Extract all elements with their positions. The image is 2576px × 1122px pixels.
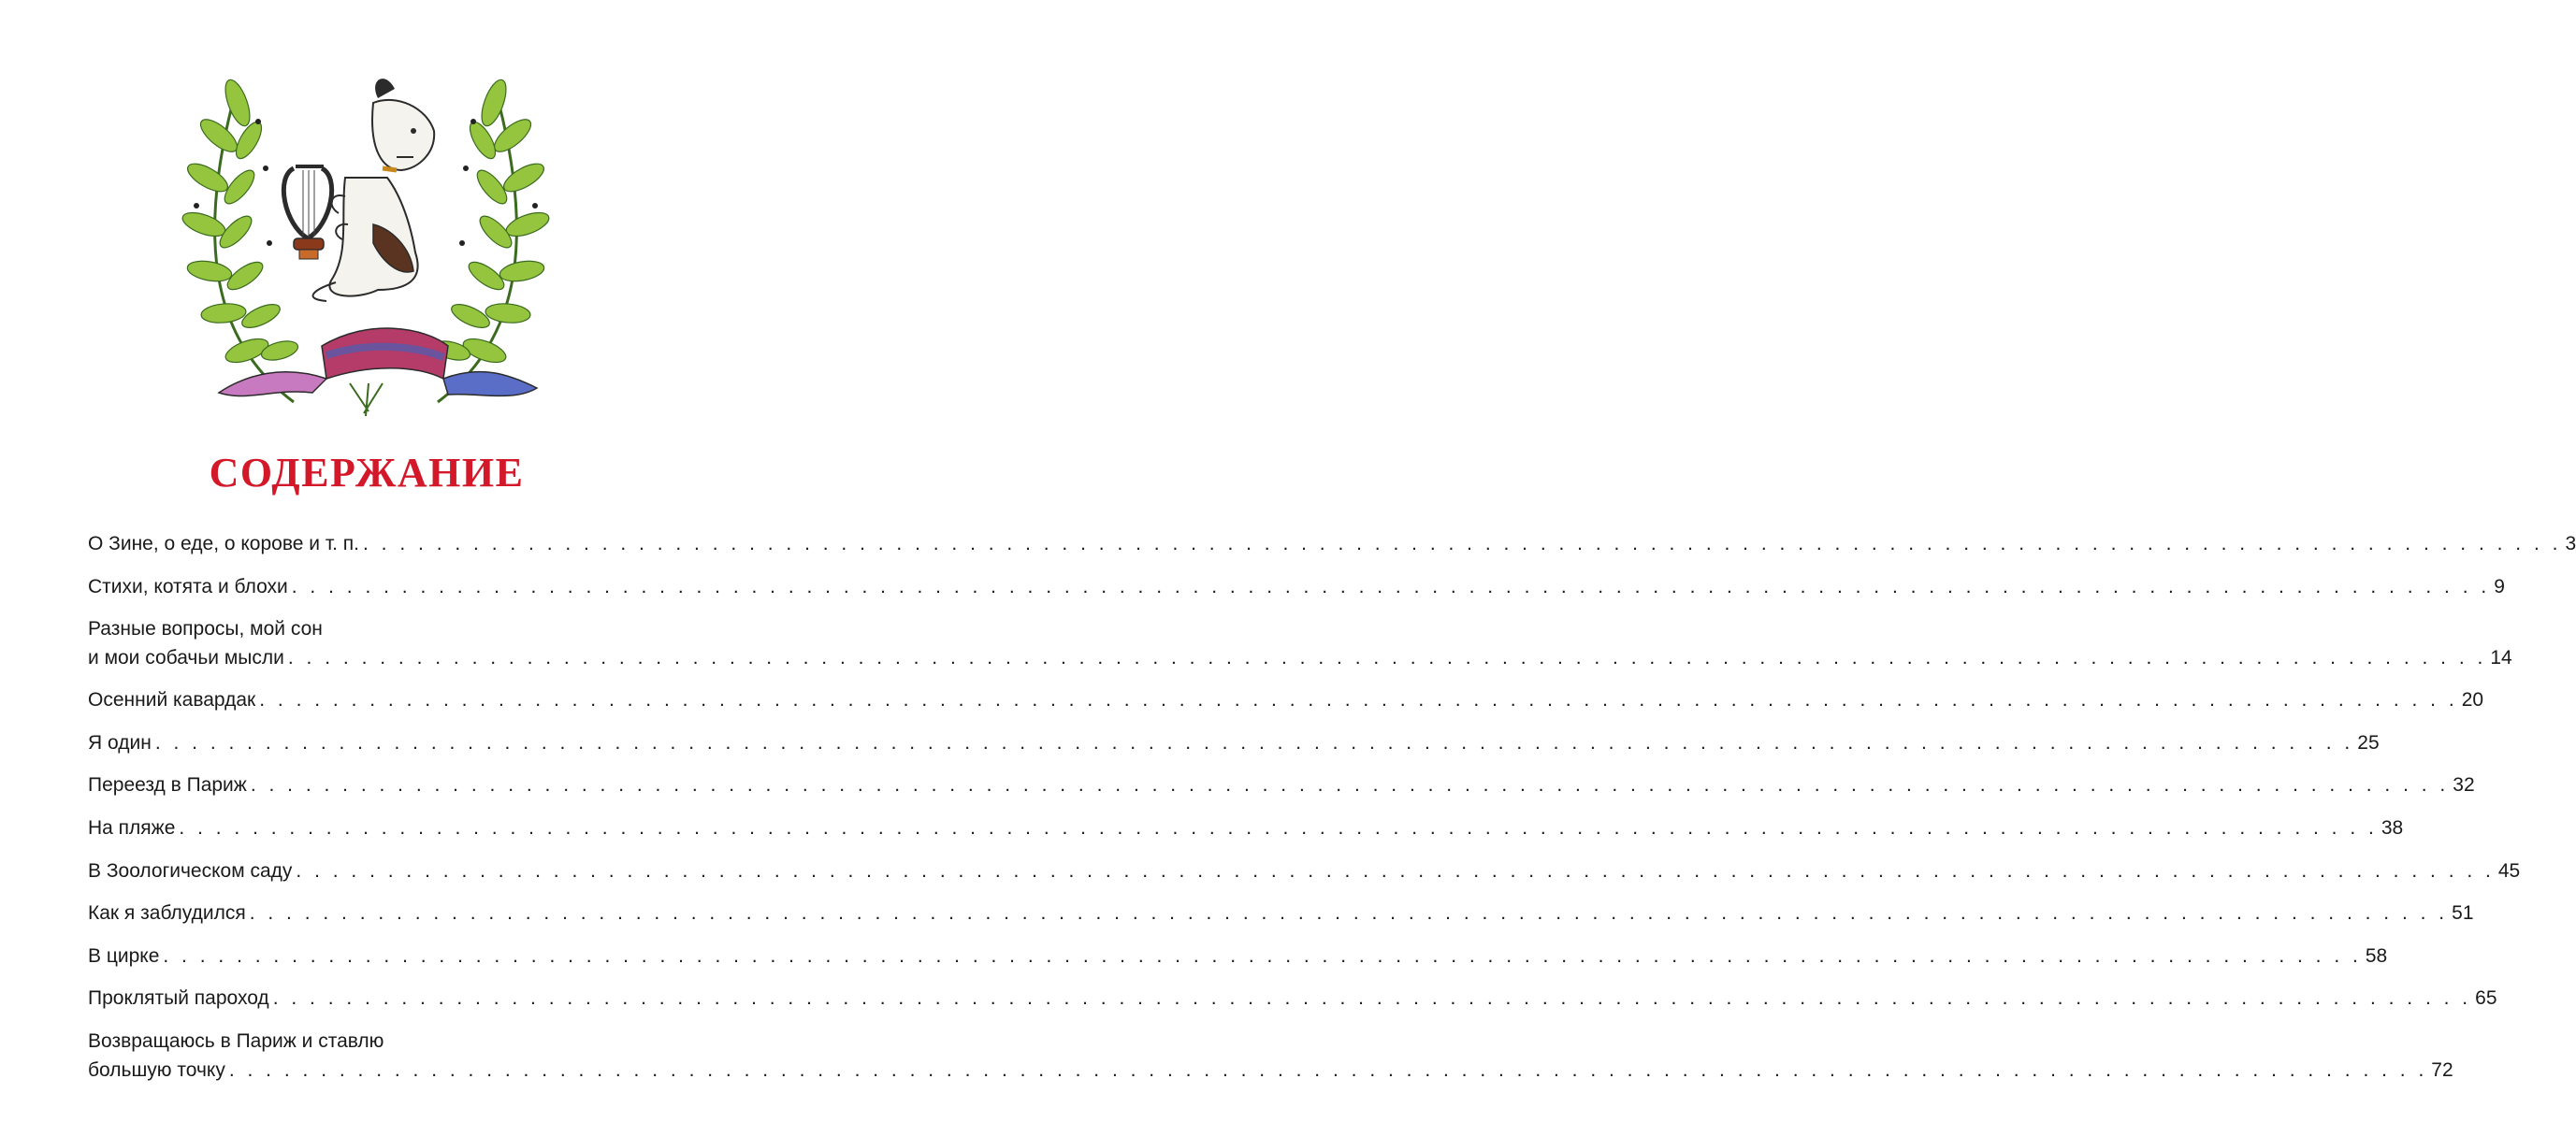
chapter-illustration [181,65,550,432]
toc-entry-line [88,813,2404,842]
toc-entry[interactable] [88,856,2521,885]
toc-entry[interactable] [88,770,2475,799]
toc-entry-page-number: 38 [2381,816,2404,839]
toc-entry-title: Проклятый пароход [88,987,269,1010]
toc-entry-title: В цирке [88,944,160,967]
dot-leader: . . . . . . . . . . . . . . . . . . . . . . . . . . . . . . . . . . . . . . . . . . . . . . . . . . . . . . . . . . . . . . . . . . . . . . . . . . . . . . . . . . . . . . . . . . . . . . . . . . . . . . . . . . . . . . . . . . . . . . . . [249,902,2449,925]
toc-entry[interactable] [88,614,2512,672]
toc-entry-page-number: 25 [2357,731,2380,754]
dot-leader: . . . . . . . . . . . . . . . . . . . . . . . . . . . . . . . . . . . . . . . . . . . . . . . . . . . . . . . . . . . . . . . . . . . . . . . . . . . . . . . . . . . . . . . . . . . . . . . . . . . . . . . . . . . . . . . . . . . . . . . . [163,944,2362,967]
table-of-contents [88,529,2576,1098]
toc-entry-page-number: 20 [2461,689,2484,712]
toc-entry-page-number: 32 [2453,774,2475,797]
toc-entry-page-number: 3 [2565,533,2576,554]
toc-entry-title: Стихи, котята и блохи [88,575,288,597]
toc-entry-line [88,1056,2453,1085]
toc-entry-line [88,728,2380,757]
page-title: СОДЕРЖАНИЕ [209,450,525,496]
dot-leader: . . . . . . . . . . . . . . . . . . . . . . . . . . . . . . . . . . . . . . . . . . . . . . . . . . . . . . . . . . . . . . . . . . . . . . . . . . . . . . . . . . . . . . . . . . . . . . . . . . . . . . . . . . . . . . . . . . . . . . . . [259,689,2458,712]
toc-entry-page-number: 45 [2497,859,2521,882]
dot-leader: . . . . . . . . . . . . . . . . . . . . . . . . . . . . . . . . . . . . . . . . . . . . . . . . . . . . . . . . . . . . . . . . . . . . . . . . . . . . . . . . . . . . . . . . . . . . . . . . . . . . . . . . . . . . . . . . . . . . . . . . [296,859,2495,882]
toc-entry-title: Я один [88,731,152,754]
dot-leader: . . . . . . . . . . . . . . . . . . . . . . . . . . . . . . . . . . . . . . . . . . . . . . . . . . . . . . . . . . . . . . . . . . . . . . . . . . . . . . . . . . . . . . . . . . . . . . . . . . . . . . . . . . . . . . . . . . . . . . . . [363,533,2562,554]
dot-leader: . . . . . . . . . . . . . . . . . . . . . . . . . . . . . . . . . . . . . . . . . . . . . . . . . . . . . . . . . . . . . . . . . . . . . . . . . . . . . . . . . . . . . . . . . . . . . . . . . . . . . . . . . . . . . . . . . . . . . . . . [228,1058,2428,1081]
toc-entry-line [88,572,2505,601]
lyre [283,166,331,259]
toc-entry[interactable] [88,942,2388,971]
toc-entry-title: О Зине, о еде, о корове и т. п. [88,533,360,554]
dot-leader: . . . . . . . . . . . . . . . . . . . . . . . . . . . . . . . . . . . . . . . . . . . . . . . . . . . . . . . . . . . . . . . . . . . . . . . . . . . . . . . . . . . . . . . . . . . . . . . . . . . . . . . . . . . . . . . . . . . . . . . . [154,731,2354,754]
toc-entry[interactable] [88,813,2404,842]
laurel-right [431,77,552,402]
toc-entry-title: Разные вопросы, мой сон [88,618,323,640]
toc-entry-line [88,614,644,643]
toc-entry-line [88,685,2484,714]
toc-entry-title: В Зоологическом саду [88,859,293,882]
toc-entry-line [88,856,2521,885]
dot-leader: . . . . . . . . . . . . . . . . . . . . . . . . . . . . . . . . . . . . . . . . . . . . . . . . . . . . . . . . . . . . . . . . . . . . . . . . . . . . . . . . . . . . . . . . . . . . . . . . . . . . . . . . . . . . . . . . . . . . . . . . [287,647,2487,669]
toc-entry-title: На пляже [88,816,176,839]
toc-entry-title: Осенний кавардак [88,689,256,712]
toc-entry-page-number: 65 [2475,987,2497,1010]
toc-entry-page-number: 58 [2365,944,2388,967]
toc-entry-line [88,1027,644,1056]
toc-entry-title: Как я заблудился [88,902,246,925]
dot-leader: . . . . . . . . . . . . . . . . . . . . . . . . . . . . . . . . . . . . . . . . . . . . . . . . . . . . . . . . . . . . . . . . . . . . . . . . . . . . . . . . . . . . . . . . . . . . . . . . . . . . . . . . . . . . . . . . . . . . . . . . [250,774,2450,797]
toc-entry-line [88,643,2512,672]
toc-entry-title: Возвращаюсь в Париж и ставлю [88,1029,384,1052]
toc-entry[interactable] [88,572,2505,601]
toc-entry-page-number: 51 [2452,902,2474,925]
toc-entry-page-number: 14 [2490,647,2512,669]
dot-leader: . . . . . . . . . . . . . . . . . . . . . . . . . . . . . . . . . . . . . . . . . . . . . . . . . . . . . . . . . . . . . . . . . . . . . . . . . . . . . . . . . . . . . . . . . . . . . . . . . . . . . . . . . . . . . . . . . . . . . . . . [272,987,2472,1010]
toc-entry[interactable] [88,685,2484,714]
toc-entry-title: и мои собачьи мысли [88,647,284,669]
dog-lyre-wreath-illustration [181,65,550,432]
toc-entry-title: Переезд в Париж [88,774,247,797]
toc-entry-page-number: 9 [2494,575,2505,597]
toc-entry-line [88,529,2576,558]
toc-entry[interactable] [88,1027,2453,1085]
toc-entry-line [88,942,2388,971]
toc-entry-title: большую точку [88,1058,225,1081]
toc-entry[interactable] [88,899,2474,928]
toc-entry[interactable] [88,728,2380,757]
toc-entry-line [88,899,2474,928]
dot-leader: . . . . . . . . . . . . . . . . . . . . . . . . . . . . . . . . . . . . . . . . . . . . . . . . . . . . . . . . . . . . . . . . . . . . . . . . . . . . . . . . . . . . . . . . . . . . . . . . . . . . . . . . . . . . . . . . . . . . . . . . [291,575,2491,597]
toc-entry-page-number: 72 [2431,1058,2453,1081]
toc-entry[interactable] [88,984,2497,1013]
toc-entry[interactable] [88,529,2576,558]
laurel-left [180,77,300,402]
toc-entry-line [88,984,2497,1013]
toc-entry-line [88,770,2475,799]
dot-leader: . . . . . . . . . . . . . . . . . . . . . . . . . . . . . . . . . . . . . . . . . . . . . . . . . . . . . . . . . . . . . . . . . . . . . . . . . . . . . . . . . . . . . . . . . . . . . . . . . . . . . . . . . . . . . . . . . . . . . . . . [179,816,2378,839]
